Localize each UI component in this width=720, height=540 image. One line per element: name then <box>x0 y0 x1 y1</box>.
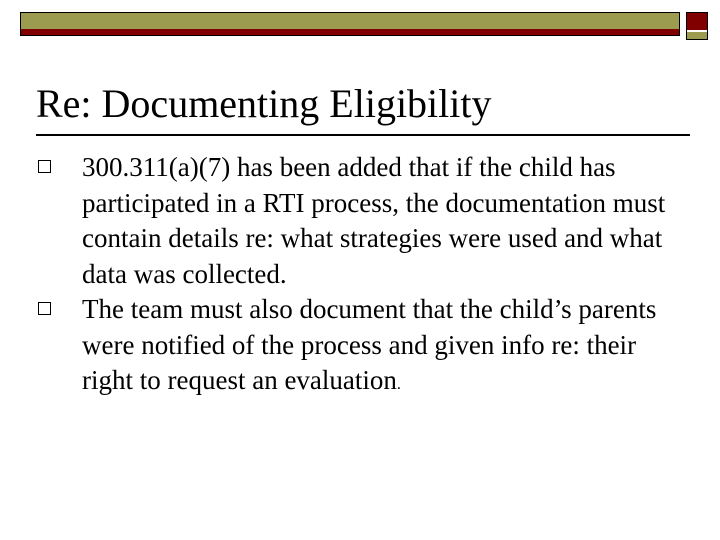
top-bar-red-band <box>21 29 679 35</box>
hollow-square-bullet-icon <box>38 160 51 173</box>
corner-box-red-band <box>687 13 707 30</box>
bullet-item <box>38 292 688 403</box>
hollow-square-bullet-icon <box>38 302 51 315</box>
bullet-text: The team must also document that the child’s parents were notified of the process and given info re: their right to request an evaluation <box>82 294 657 395</box>
bullet-list <box>38 150 688 403</box>
bullet-text: 300.311(a)(7) has been added that if the child has participated in a RTI process, the documentation must contain details re: what strategies were used and what data was collected. <box>82 152 666 289</box>
decorative-top-bar <box>20 12 680 36</box>
bullet-end-period: . <box>396 376 401 393</box>
top-bar-olive-band <box>21 13 679 29</box>
corner-box-olive-band <box>687 32 707 39</box>
title-underline <box>36 134 690 136</box>
decorative-corner-box <box>686 12 708 40</box>
slide-title: Re: Documenting Eligibility <box>36 81 492 126</box>
bullet-item <box>38 150 688 292</box>
